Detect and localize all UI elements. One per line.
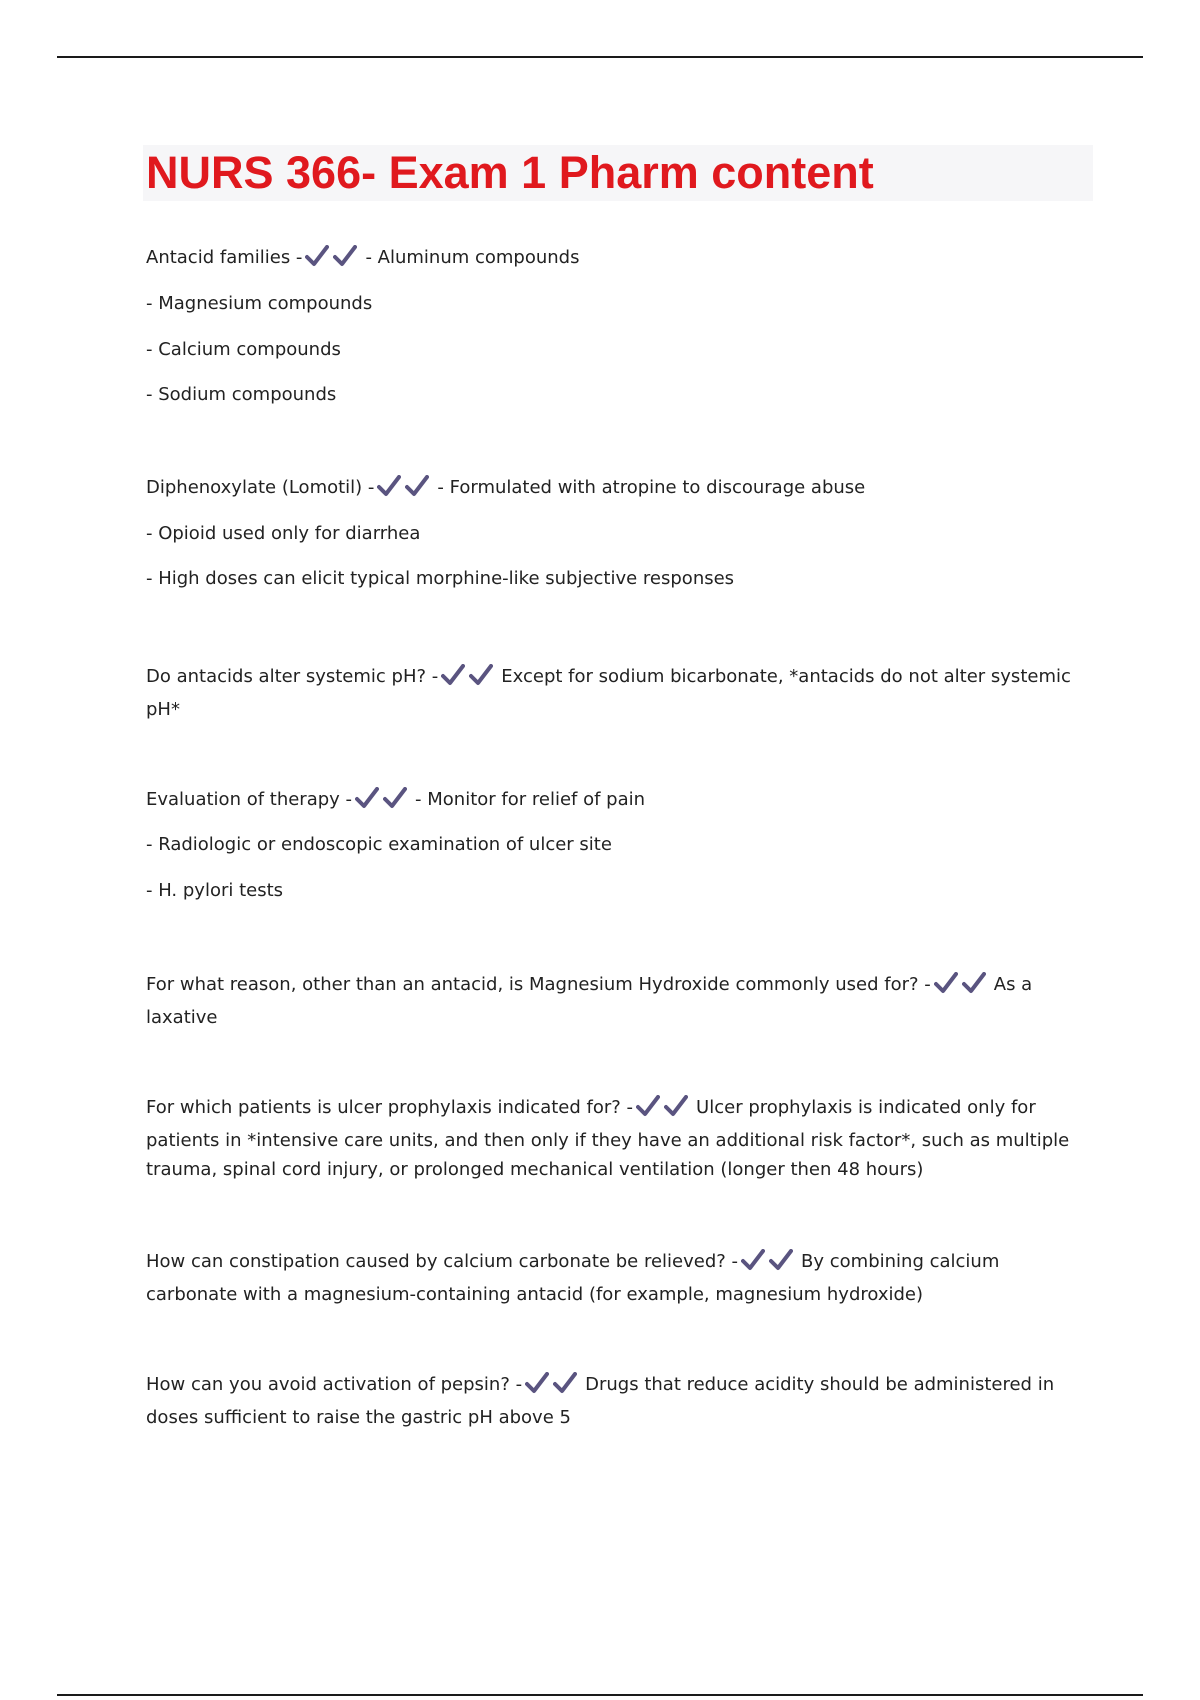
check-marks (305, 245, 361, 276)
answer-line: - Sodium compounds (146, 384, 337, 405)
item-question: Do antacids alter systemic pH? - (146, 666, 439, 687)
check-marks (934, 972, 990, 1003)
check-marks (525, 1372, 581, 1403)
item-question-block (146, 1370, 1096, 1432)
check-mark-icon (525, 1372, 549, 1394)
answer-line: - High doses can elicit typical morphine-like subjective responses (146, 568, 735, 589)
item-question-line (146, 786, 645, 818)
document-title: NURS 366- Exam 1 Pharm content (146, 147, 874, 198)
check-mark-icon (962, 972, 986, 994)
item-answer: As a laxative (146, 974, 1033, 1028)
item-answer: Except for sodium bicarbonate, *antacids do not alter systemic pH* (146, 666, 1071, 720)
check-mark-icon (305, 245, 329, 267)
check-mark-icon (355, 787, 379, 809)
check-mark-icon (636, 1095, 660, 1117)
check-mark-icon (377, 475, 401, 497)
answer-line: - H. pylori tests (146, 880, 284, 901)
item-answer: - Monitor for relief of pain (415, 789, 646, 810)
item-answer: - Aluminum compounds (365, 247, 580, 268)
check-mark-icon (405, 475, 429, 497)
answer-line: - Calcium compounds (146, 339, 341, 360)
check-mark-icon (383, 787, 407, 809)
check-mark-icon (741, 1249, 765, 1271)
header-rule (57, 56, 1143, 58)
check-mark-icon (469, 664, 493, 686)
item-question-block (146, 1093, 1096, 1184)
check-mark-icon (441, 664, 465, 686)
item-answer: - Formulated with atropine to discourage abuse (437, 477, 866, 498)
check-mark-icon (333, 245, 357, 267)
check-marks (741, 1249, 797, 1280)
check-mark-icon (553, 1372, 577, 1394)
item-question: Diphenoxylate (Lomotil) - (146, 477, 375, 498)
check-marks (636, 1095, 692, 1126)
item-question-line (146, 474, 865, 506)
item-question-line (146, 244, 580, 276)
item-question: How can you avoid activation of pepsin? - (146, 1374, 523, 1395)
item-answer: Drugs that reduce acidity should be administered in doses sufficient to raise the gastric pH above 5 (146, 1374, 1055, 1428)
answer-line: - Magnesium compounds (146, 293, 373, 314)
item-answer: Ulcer prophylaxis is indicated only for patients in *intensive care units, and then only if they have an additional risk factor*, such as multiple trauma, spinal cord injury, or prolonged mechanical ventilation (longer then 48 hours) (146, 1097, 1070, 1180)
check-marks (377, 475, 433, 506)
item-question-block (146, 1247, 1096, 1309)
item-question: Evaluation of therapy - (146, 789, 353, 810)
footer-rule (57, 1694, 1143, 1696)
check-mark-icon (664, 1095, 688, 1117)
check-mark-icon (769, 1249, 793, 1271)
check-mark-icon (934, 972, 958, 994)
check-marks (441, 664, 497, 695)
item-question-block (146, 970, 1096, 1032)
item-question: Antacid families - (146, 247, 303, 268)
item-question-block (146, 662, 1096, 724)
item-question: How can constipation caused by calcium carbonate be relieved? - (146, 1251, 739, 1272)
answer-line: - Opioid used only for diarrhea (146, 523, 421, 544)
item-question: For which patients is ulcer prophylaxis indicated for? - (146, 1097, 634, 1118)
answer-line: - Radiologic or endoscopic examination of ulcer site (146, 834, 612, 855)
item-question: For what reason, other than an antacid, is Magnesium Hydroxide commonly used for? - (146, 974, 931, 995)
item-answer: By combining calcium carbonate with a magnesium-containing antacid (for example, magnesium hydroxide) (146, 1251, 1000, 1305)
check-marks (355, 787, 411, 818)
